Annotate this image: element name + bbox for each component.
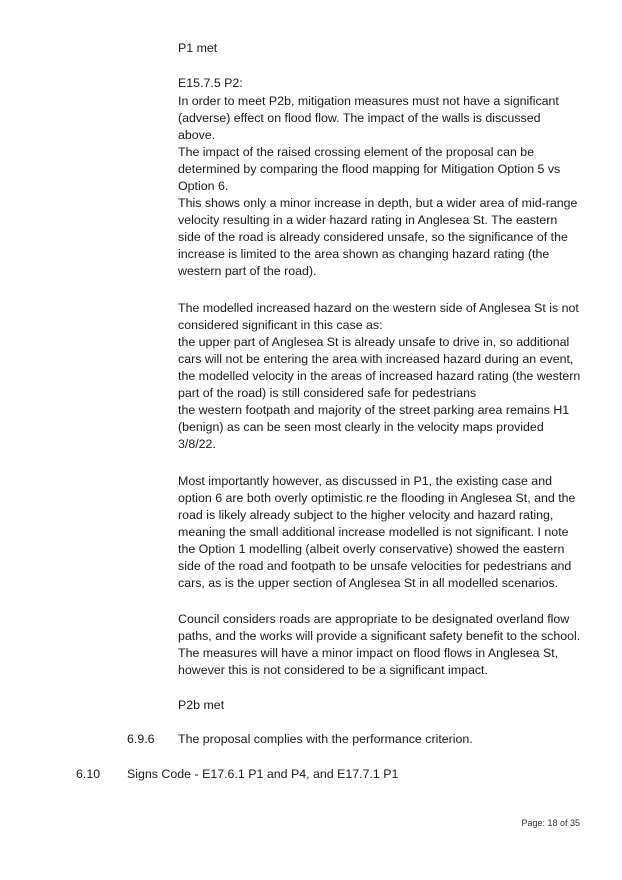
para2-line: the modelled velocity in the areas of increased hazard rating (the western — [178, 369, 581, 383]
para4-line: paths, and the works will provide a significant safety benefit to the school. — [178, 629, 581, 643]
para1-line: This shows only a minor increase in depth, but a wider area of mid-range — [178, 196, 578, 210]
section-number: 6.10 — [76, 767, 101, 781]
para1-line: velocity resulting in a wider hazard rating in Anglesea St. The eastern — [178, 213, 558, 227]
para1-line: determined by comparing the flood mapping for Mitigation Option 5 vs — [178, 162, 561, 176]
para2-line: 3/8/22. — [178, 437, 216, 451]
para2-line: (benign) as can be seen most clearly in the velocity maps provided — [178, 420, 544, 434]
para1-line: western part of the road). — [178, 264, 317, 278]
para2-line: The modelled increased hazard on the western side of Anglesea St is not — [178, 301, 579, 315]
para2-line: part of the road) is still considered safe for pedestrians — [178, 386, 477, 400]
page-number: Page: 18 of 35 — [521, 818, 580, 828]
para4-line: Council considers roads are appropriate to be designated overland flow — [178, 612, 570, 626]
para2-line: the upper part of Anglesea St is already unsafe to drive in, so additional — [178, 335, 570, 349]
para3-line: option 6 are both overly optimistic re the flooding in Anglesea St, and the — [178, 491, 576, 505]
para3-line: the Option 1 modelling (albeit overly conservative) showed the eastern — [178, 542, 565, 556]
clause-number: 6.9.6 — [127, 732, 155, 746]
clause-text: The proposal complies with the performance criterion. — [178, 732, 473, 746]
para1-line: (adverse) effect on flood flow. The impact of the walls is discussed — [178, 111, 541, 125]
para1-line: Option 6. — [178, 179, 229, 193]
p2b-met-text: P2b met — [178, 698, 225, 712]
para1-line: side of the road is already considered unsafe, so the significance of the — [178, 230, 568, 244]
para4-line: The measures will have a minor impact on flood flows in Anglesea St, — [178, 646, 559, 660]
para1-line: above. — [178, 128, 216, 142]
para3-line: cars, as is the upper section of Anglesea St in all modelled scenarios. — [178, 576, 559, 590]
para2-line: the western footpath and majority of the street parking area remains H1 — [178, 403, 570, 417]
para2-line: cars will not be entering the area with increased hazard during an event, — [178, 352, 574, 366]
para1-line: In order to meet P2b, mitigation measures must not have a significant — [178, 94, 559, 108]
para3-line: Most importantly however, as discussed in P1, the existing case and — [178, 474, 552, 488]
para3-line: meaning the small additional increase modelled is not significant. I note — [178, 525, 569, 539]
p1-met-text: P1 met — [178, 41, 218, 55]
para4-line: however this is not considered to be a significant impact. — [178, 663, 488, 677]
para2-line: considered significant in this case as: — [178, 318, 383, 332]
para1-line: The impact of the raised crossing element of the proposal can be — [178, 145, 535, 159]
e15-heading: E15.7.5 P2: — [178, 76, 243, 90]
para3-line: road is likely already subject to the higher velocity and hazard rating, — [178, 508, 554, 522]
section-heading: Signs Code - E17.6.1 P1 and P4, and E17.7.1 P1 — [127, 767, 399, 781]
para3-line: side of the road and footpath to be unsafe velocities for pedestrians and — [178, 559, 572, 573]
para1-line: increase is limited to the area shown as changing hazard rating (the — [178, 247, 550, 261]
